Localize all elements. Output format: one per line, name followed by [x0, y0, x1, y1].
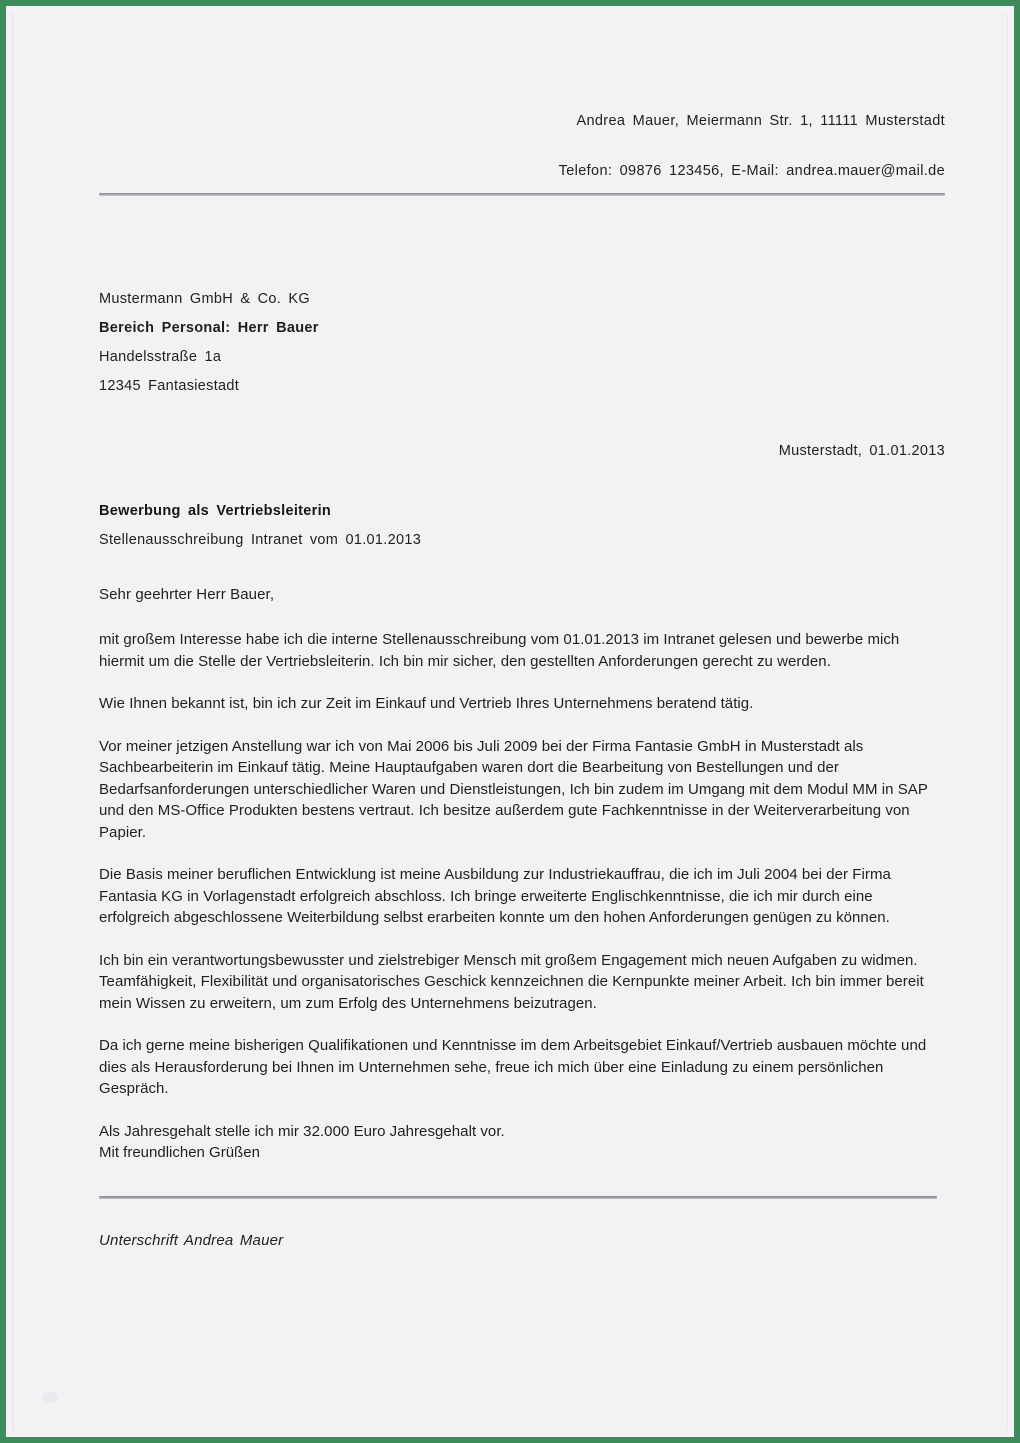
subject-block: [99, 501, 945, 550]
signature-caption: Unterschrift Andrea Mauer: [99, 1231, 284, 1249]
body-paragraph: Wie Ihnen bekannt ist, bin ich zur Zeit im Einkauf und Vertrieb Ihres Unternehmens beratend tätig.: [99, 695, 754, 712]
closing-salutation: Mit freundlichen Grüßen: [99, 1144, 260, 1161]
subject-title: Bewerbung als Vertriebsleiterin: [99, 503, 332, 519]
sender-address-line: Andrea Mauer, Meiermann Str. 1, 11111 Musterstadt: [576, 113, 945, 129]
body-paragraph: Vor meiner jetzigen Anstellung war ich von Mai 2006 bis Juli 2009 bei der Firma Fantasie GmbH in Musterstadt als Sachbearbeiterin im Einkauf tätig. Meine Hauptaufgaben waren dort die Bearbeitung von Bestellungen und der Bedarfsanforderungen unterschiedlicher Waren und Dienstleistungen, Ich bin zudem im Umgang mit dem Modul MM in SAP und den MS-Office Produkten bestens vertraut. Ich besitze außerdem gute Fachkenntnisse in der Weiterverarbeitung von Papier.: [99, 737, 928, 841]
recipient-city: 12345 Fantasiestadt: [99, 378, 240, 394]
recipient-department: Bereich Personal: Herr Bauer: [99, 320, 319, 336]
body-paragraph: mit großem Interesse habe ich die interne Stellenausschreibung vom 01.01.2013 im Intranet gelesen und bewerbe mich hiermit um die Stelle der Vertriebsleiterin. Ich bin mir sicher, den gestellten Anforderungen gerecht zu werden.: [99, 631, 900, 670]
recipient-company: Mustermann GmbH & Co. KG: [99, 291, 310, 307]
recipient-street: Handelsstraße 1a: [99, 349, 222, 365]
body-paragraph: Als Jahresgehalt stelle ich mir 32.000 Euro Jahresgehalt vor.: [99, 1122, 505, 1140]
salutation: Sehr geehrter Herr Bauer,: [99, 586, 275, 603]
signature-block: [99, 1196, 945, 1249]
letter-body: [99, 629, 945, 1142]
letterhead: [99, 12, 945, 181]
recipient-address-block: [99, 285, 945, 401]
letter-content: [99, 12, 945, 1431]
body-paragraph: Da ich gerne meine bisherigen Qualifikationen und Kenntnisse im dem Arbeitsgebiet Einkauf/Vertrieb ausbauen möchte und dies als Herausforderung bei Ihnen im Unternehmen sehe, freue ich mich über eine Einladung zu einem persönlichen Gespräch.: [99, 1037, 927, 1097]
body-paragraph: Ich bin ein verantwortungsbewusster und zielstrebiger Mensch mit großem Engagement mich neuen Aufgaben zu widmen. Teamfähigkeit, Flexibilität und organisatorisches Geschick kennzeichnen die Kernpunkte meiner Arbeit. Ich bin immer bereit mein Wissen zu erweitern, um zum Erfolg des Unternehmens beizutragen.: [99, 951, 924, 1012]
letterhead-divider: [99, 193, 945, 196]
body-paragraph: Die Basis meiner beruflichen Entwicklung ist meine Ausbildung zur Industriekauffrau, die ich im Juli 2004 bei der Firma Fantasia KG in Vorlagenstadt erfolgreich abschloss. Ich bringe erweiterte Englischkenntnisse, die ich mir durch eine erfolgreich abgeschlossene Weiterbildung selbst erarbeiten konnte um den hohen Anforderungen genügen zu können.: [99, 866, 891, 926]
document-sheet: [12, 12, 1008, 1431]
subject-reference: Stellenausschreibung Intranet vom 01.01.2013: [99, 532, 422, 548]
sender-contact-line: Telefon: 09876 123456, E-Mail: andrea.mauer@mail.de: [558, 163, 945, 179]
scan-artifact: [42, 1392, 58, 1403]
place-and-date: Musterstadt, 01.01.2013: [778, 443, 945, 459]
signature-line: [99, 1196, 937, 1199]
